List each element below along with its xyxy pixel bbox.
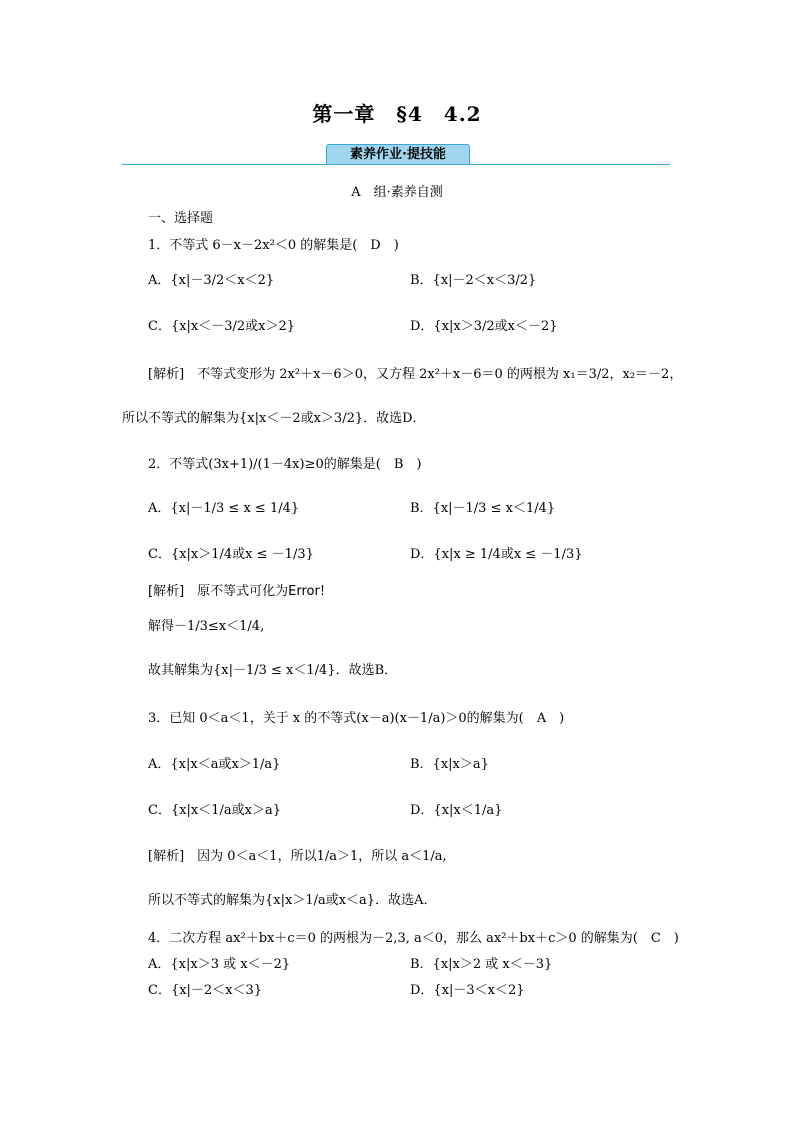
question-3-stem: 3．已知 0＜a＜1，关于 x 的不等式(x－a)(x－1/a)＞0的解集为( A ): [148, 711, 565, 726]
question-4-option-d: D．{x|－3＜x＜2}: [410, 983, 525, 998]
question-3-option-d: D．{x|x＜1/a}: [410, 803, 503, 818]
question-4-stem: 4．二次方程 ax²＋bx＋c＝0 的两根为－2,3, a＜0，那么 ax²＋bx＋c＞0 的解集为( C ): [148, 931, 679, 946]
question-3-analysis-line-2: 所以不等式的解集为{x|x＞1/a或x＜a}．故选A．: [148, 893, 437, 908]
question-1-option-b: B．{x|－2＜x＜3/2}: [410, 273, 537, 288]
question-1-option-c: C．{x|x＜－3/2或x＞2}: [148, 319, 296, 334]
question-3-option-c: C．{x|x＜1/a或x＞a}: [148, 803, 282, 818]
question-2-analysis-line-1: [解析] 原不等式可化为Error!: [148, 584, 326, 599]
question-2-analysis-line-2: 解得－1/3≤x＜1/4,: [148, 619, 265, 634]
question-4-option-b: B．{x|x＞2 或 x＜－3}: [410, 957, 553, 972]
question-1-option-d: D．{x|x＞3/2或x＜－2}: [410, 319, 558, 334]
header-rule: [122, 164, 670, 165]
question-1-option-a: A．{x|－3/2＜x＜2}: [148, 273, 275, 288]
question-2-option-a: A．{x|－1/3 ≤ x ≤ 1/4}: [148, 501, 300, 516]
group-heading: A 组·素养自测: [351, 185, 443, 200]
question-2-stem: 2．不等式(3x+1)/(1－4x)≥0的解集是( B ): [148, 457, 422, 472]
question-4-option-c: C．{x|－2＜x＜3}: [148, 983, 263, 998]
question-4-option-a: A．{x|x＞3 或 x＜－2}: [148, 957, 291, 972]
question-1-stem: 1．不等式 6－x－2x²＜0 的解集是( D ): [148, 238, 399, 253]
question-2-option-c: C．{x|x＞1/4或x ≤ －1/3}: [148, 547, 314, 562]
question-2-option-d: D．{x|x ≥ 1/4或x ≤ －1/3}: [410, 547, 583, 562]
section-heading: 一、选择题: [148, 211, 214, 226]
question-1-analysis-line-1: [解析] 不等式变形为 2x²＋x－6＞0，又方程 2x²＋x－6＝0 的两根为 x₁＝3/2，x₂＝－2，: [148, 367, 683, 382]
question-3-option-a: A．{x|x＜a或x＞1/a}: [148, 757, 281, 772]
page-title: 第一章 §4 4.2: [312, 102, 482, 126]
question-3-analysis-line-1: [解析] 因为 0＜a＜1，所以1/a＞1，所以 a＜1/a,: [148, 849, 447, 864]
section-banner: 素养作业·提技能: [326, 144, 470, 165]
question-2-analysis-line-3: 故其解集为{x|－1/3 ≤ x＜1/4}．故选B．: [148, 663, 398, 678]
question-3-option-b: B．{x|x＞a}: [410, 757, 489, 772]
question-1-analysis-line-2: 所以不等式的解集为{x|x＜－2或x＞3/2}．故选D．: [122, 411, 426, 426]
question-2-option-b: B．{x|－1/3 ≤ x＜1/4}: [410, 501, 556, 516]
